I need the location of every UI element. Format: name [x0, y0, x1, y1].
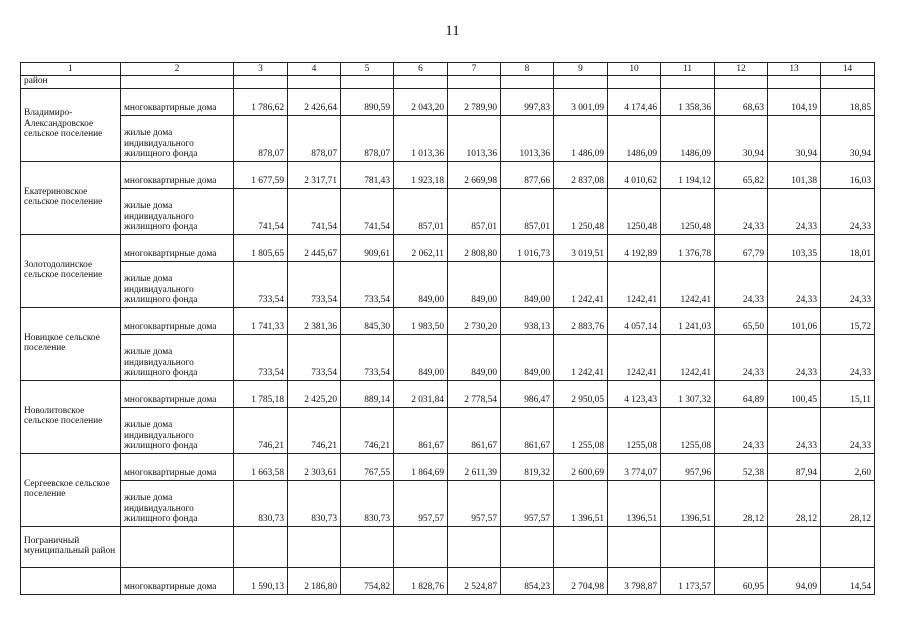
- empty-cell: [341, 76, 394, 89]
- value-cell: 938,13: [501, 307, 554, 334]
- value-cell: 1 013,36: [394, 115, 448, 161]
- column-header: 13: [768, 63, 821, 76]
- column-header: 3: [234, 63, 288, 76]
- housing-type: жилые дома индивидуального жилищного фонда: [121, 480, 234, 526]
- table-row: [21, 161, 875, 188]
- value-cell: 1 358,36: [661, 88, 715, 115]
- empty-cell: [394, 76, 448, 89]
- value-cell: 819,32: [501, 453, 554, 480]
- value-cell: 2 600,69: [554, 453, 608, 480]
- value-cell: 104,19: [768, 88, 821, 115]
- value-cell: 30,94: [715, 115, 768, 161]
- value-cell: 2 950,05: [554, 380, 608, 407]
- page-number: 11: [445, 23, 460, 39]
- value-cell: 1 194,12: [661, 161, 715, 188]
- housing-type: многоквартирные дома: [121, 234, 234, 261]
- value-cell: 1 242,41: [554, 334, 608, 380]
- empty-cell: [768, 76, 821, 89]
- housing-type: жилые дома индивидуального жилищного фонда: [121, 261, 234, 307]
- empty-cell: [554, 76, 608, 89]
- value-cell: 2 381,36: [288, 307, 341, 334]
- value-cell: 24,33: [715, 188, 768, 234]
- value-cell: 746,21: [288, 407, 341, 453]
- value-cell: 861,67: [394, 407, 448, 453]
- value-cell: 24,33: [821, 188, 875, 234]
- table-row: [21, 334, 875, 380]
- column-header: 1: [21, 63, 121, 76]
- housing-type: жилые дома индивидуального жилищного фонда: [121, 334, 234, 380]
- value-cell: 24,33: [715, 261, 768, 307]
- value-cell: 1 376,78: [661, 234, 715, 261]
- value-cell: 2 730,20: [448, 307, 501, 334]
- table-row: [21, 407, 875, 453]
- value-cell: 3 774,07: [608, 453, 661, 480]
- header-row: [21, 63, 875, 76]
- settlement-name: Екатериновское сельское поселение: [21, 161, 121, 234]
- housing-type: жилые дома индивидуального жилищного фонда: [121, 407, 234, 453]
- column-header: 9: [554, 63, 608, 76]
- value-cell: 1486,09: [661, 115, 715, 161]
- value-cell: 24,33: [821, 334, 875, 380]
- value-cell: 18,01: [821, 234, 875, 261]
- value-cell: 2 611,39: [448, 453, 501, 480]
- housing-type: жилые дома индивидуального жилищного фонда: [121, 188, 234, 234]
- value-cell: 101,06: [768, 307, 821, 334]
- empty-cell: [394, 526, 448, 567]
- value-cell: 849,00: [394, 334, 448, 380]
- settlement-name: Золотодолинское сельское поселение: [21, 234, 121, 307]
- value-cell: 741,54: [234, 188, 288, 234]
- value-cell: 2 445,67: [288, 234, 341, 261]
- value-cell: 909,61: [341, 234, 394, 261]
- value-cell: 733,54: [341, 261, 394, 307]
- value-cell: 890,59: [341, 88, 394, 115]
- value-cell: 28,12: [821, 480, 875, 526]
- district-name: Пограничный муниципальный район: [21, 526, 121, 567]
- housing-type: многоквартирные дома: [121, 380, 234, 407]
- table-row: [21, 88, 875, 115]
- value-cell: 2 808,80: [448, 234, 501, 261]
- value-cell: 1 486,09: [554, 115, 608, 161]
- value-cell: 68,63: [715, 88, 768, 115]
- value-cell: 2 524,87: [448, 567, 501, 594]
- value-cell: 1486,09: [608, 115, 661, 161]
- value-cell: 1 983,50: [394, 307, 448, 334]
- value-cell: 1 396,51: [554, 480, 608, 526]
- table-row: [21, 307, 875, 334]
- value-cell: 2 704,98: [554, 567, 608, 594]
- housing-type: многоквартирные дома: [121, 88, 234, 115]
- value-cell: 24,33: [768, 261, 821, 307]
- value-cell: 849,00: [448, 334, 501, 380]
- settlement-name: Владимиро-Александровское сельское поселение: [21, 88, 121, 161]
- value-cell: 14,54: [821, 567, 875, 594]
- column-header: 4: [288, 63, 341, 76]
- value-cell: 24,33: [821, 407, 875, 453]
- settlement-name: Новицкое сельское поселение: [21, 307, 121, 380]
- value-cell: 1 307,32: [661, 380, 715, 407]
- value-cell: 830,73: [341, 480, 394, 526]
- value-cell: 24,33: [715, 407, 768, 453]
- value-cell: 754,82: [341, 567, 394, 594]
- value-cell: 2 426,64: [288, 88, 341, 115]
- value-cell: 986,47: [501, 380, 554, 407]
- value-cell: 24,33: [821, 261, 875, 307]
- column-header: 7: [448, 63, 501, 76]
- housing-type: многоквартирные дома: [121, 161, 234, 188]
- value-cell: 997,83: [501, 88, 554, 115]
- value-cell: 1013,36: [501, 115, 554, 161]
- value-cell: 24,33: [715, 334, 768, 380]
- value-cell: 1250,48: [661, 188, 715, 234]
- value-cell: 1396,51: [661, 480, 715, 526]
- empty-cell: [768, 526, 821, 567]
- empty-cell: [608, 76, 661, 89]
- table-row: [21, 234, 875, 261]
- value-cell: 28,12: [715, 480, 768, 526]
- table-row: [21, 453, 875, 480]
- table-row: [21, 380, 875, 407]
- value-cell: 3 001,09: [554, 88, 608, 115]
- housing-type: многоквартирные дома: [121, 453, 234, 480]
- value-cell: 30,94: [768, 115, 821, 161]
- value-cell: 1242,41: [608, 334, 661, 380]
- value-cell: 2 303,61: [288, 453, 341, 480]
- value-cell: 1255,08: [608, 407, 661, 453]
- value-cell: 1 923,18: [394, 161, 448, 188]
- value-cell: 733,54: [288, 261, 341, 307]
- value-cell: 889,14: [341, 380, 394, 407]
- value-cell: 1255,08: [661, 407, 715, 453]
- empty-cell: [501, 526, 554, 567]
- column-header: 14: [821, 63, 875, 76]
- value-cell: 2 883,76: [554, 307, 608, 334]
- value-cell: 4 174,46: [608, 88, 661, 115]
- value-cell: 101,38: [768, 161, 821, 188]
- value-cell: 1 741,33: [234, 307, 288, 334]
- value-cell: 1 016,73: [501, 234, 554, 261]
- value-cell: 878,07: [288, 115, 341, 161]
- value-cell: 849,00: [501, 261, 554, 307]
- empty-cell: [288, 76, 341, 89]
- value-cell: 24,33: [768, 407, 821, 453]
- value-cell: 733,54: [341, 334, 394, 380]
- value-cell: 2 062,11: [394, 234, 448, 261]
- value-cell: 3 019,51: [554, 234, 608, 261]
- value-cell: 1 786,62: [234, 88, 288, 115]
- table-row: [21, 115, 875, 161]
- value-cell: 2 317,71: [288, 161, 341, 188]
- value-cell: 878,07: [341, 115, 394, 161]
- district-row: [21, 526, 875, 567]
- column-header: 10: [608, 63, 661, 76]
- value-cell: 767,55: [341, 453, 394, 480]
- value-cell: 1 173,57: [661, 567, 715, 594]
- value-cell: 100,45: [768, 380, 821, 407]
- value-cell: 60,95: [715, 567, 768, 594]
- housing-type: многоквартирные дома: [121, 307, 234, 334]
- value-cell: 857,01: [448, 188, 501, 234]
- value-cell: 857,01: [394, 188, 448, 234]
- value-cell: 1 241,03: [661, 307, 715, 334]
- empty-cell: [661, 76, 715, 89]
- empty-cell: [821, 76, 875, 89]
- value-cell: 94,09: [768, 567, 821, 594]
- value-cell: 1 242,41: [554, 261, 608, 307]
- table-row: [21, 567, 875, 594]
- value-cell: 1013,36: [448, 115, 501, 161]
- housing-type: жилые дома индивидуального жилищного фонда: [121, 115, 234, 161]
- value-cell: 24,33: [768, 334, 821, 380]
- value-cell: 861,67: [501, 407, 554, 453]
- value-cell: 746,21: [341, 407, 394, 453]
- empty-cell: [448, 526, 501, 567]
- empty-cell: [821, 526, 875, 567]
- value-cell: 1250,48: [608, 188, 661, 234]
- value-cell: 2 031,84: [394, 380, 448, 407]
- value-cell: 2 425,20: [288, 380, 341, 407]
- value-cell: 65,82: [715, 161, 768, 188]
- value-cell: 1 828,76: [394, 567, 448, 594]
- value-cell: 2 837,08: [554, 161, 608, 188]
- value-cell: 15,72: [821, 307, 875, 334]
- value-cell: 781,43: [341, 161, 394, 188]
- value-cell: 4 192,89: [608, 234, 661, 261]
- value-cell: 1242,41: [661, 261, 715, 307]
- value-cell: 878,07: [234, 115, 288, 161]
- value-cell: 2,60: [821, 453, 875, 480]
- value-cell: 733,54: [234, 334, 288, 380]
- value-cell: 16,03: [821, 161, 875, 188]
- empty-cell: [121, 76, 234, 89]
- empty-cell: [661, 526, 715, 567]
- value-cell: 957,57: [394, 480, 448, 526]
- value-cell: 87,94: [768, 453, 821, 480]
- table-body: [21, 63, 875, 595]
- empty-cell: [608, 526, 661, 567]
- column-header: 12: [715, 63, 768, 76]
- column-header: 5: [341, 63, 394, 76]
- empty-cell: [715, 526, 768, 567]
- settlement-name: Новолитовское сельское поселение: [21, 380, 121, 453]
- value-cell: 857,01: [501, 188, 554, 234]
- value-cell: 1 250,48: [554, 188, 608, 234]
- value-cell: 733,54: [234, 261, 288, 307]
- value-cell: 1 677,59: [234, 161, 288, 188]
- column-header: 6: [394, 63, 448, 76]
- value-cell: 24,33: [768, 188, 821, 234]
- value-cell: 1242,41: [661, 334, 715, 380]
- district-continuation-row: [21, 76, 875, 89]
- value-cell: 2 043,20: [394, 88, 448, 115]
- table-row: [21, 480, 875, 526]
- value-cell: 67,79: [715, 234, 768, 261]
- value-cell: 733,54: [288, 334, 341, 380]
- value-cell: 845,30: [341, 307, 394, 334]
- value-cell: 4 010,62: [608, 161, 661, 188]
- table-row: [21, 188, 875, 234]
- value-cell: 849,00: [448, 261, 501, 307]
- empty-cell: [715, 76, 768, 89]
- value-cell: 2 778,54: [448, 380, 501, 407]
- empty-cell: [288, 526, 341, 567]
- value-cell: 1242,41: [608, 261, 661, 307]
- column-header: 2: [121, 63, 234, 76]
- value-cell: 957,57: [448, 480, 501, 526]
- value-cell: 1 255,08: [554, 407, 608, 453]
- value-cell: 30,94: [821, 115, 875, 161]
- value-cell: 849,00: [501, 334, 554, 380]
- value-cell: 18,85: [821, 88, 875, 115]
- value-cell: 849,00: [394, 261, 448, 307]
- empty-cell: [554, 526, 608, 567]
- empty-cell: [234, 526, 288, 567]
- value-cell: 2 186,80: [288, 567, 341, 594]
- value-cell: 28,12: [768, 480, 821, 526]
- value-cell: 741,54: [341, 188, 394, 234]
- value-cell: 15,11: [821, 380, 875, 407]
- empty-cell: [121, 526, 234, 567]
- value-cell: 3 798,87: [608, 567, 661, 594]
- value-cell: 103,35: [768, 234, 821, 261]
- value-cell: 1 805,65: [234, 234, 288, 261]
- value-cell: 1 590,13: [234, 567, 288, 594]
- housing-type: многоквартирные дома: [121, 567, 234, 594]
- value-cell: 1 785,18: [234, 380, 288, 407]
- value-cell: 861,67: [448, 407, 501, 453]
- value-cell: 4 123,43: [608, 380, 661, 407]
- value-cell: 2 789,90: [448, 88, 501, 115]
- empty-cell: [21, 567, 121, 594]
- value-cell: 65,50: [715, 307, 768, 334]
- column-header: 8: [501, 63, 554, 76]
- value-cell: 4 057,14: [608, 307, 661, 334]
- value-cell: 1 663,58: [234, 453, 288, 480]
- value-cell: 2 669,98: [448, 161, 501, 188]
- value-cell: 877,66: [501, 161, 554, 188]
- row-label: район: [21, 76, 121, 89]
- tariff-table: [20, 62, 875, 595]
- value-cell: 830,73: [288, 480, 341, 526]
- empty-cell: [501, 76, 554, 89]
- value-cell: 746,21: [234, 407, 288, 453]
- value-cell: 854,23: [501, 567, 554, 594]
- column-header: 11: [661, 63, 715, 76]
- value-cell: 830,73: [234, 480, 288, 526]
- table-row: [21, 261, 875, 307]
- value-cell: 1 864,69: [394, 453, 448, 480]
- value-cell: 64,89: [715, 380, 768, 407]
- value-cell: 957,57: [501, 480, 554, 526]
- value-cell: 1396,51: [608, 480, 661, 526]
- empty-cell: [341, 526, 394, 567]
- value-cell: 957,96: [661, 453, 715, 480]
- settlement-name: Сергеевское сельское поселение: [21, 453, 121, 526]
- value-cell: 52,38: [715, 453, 768, 480]
- empty-cell: [234, 76, 288, 89]
- value-cell: 741,54: [288, 188, 341, 234]
- empty-cell: [448, 76, 501, 89]
